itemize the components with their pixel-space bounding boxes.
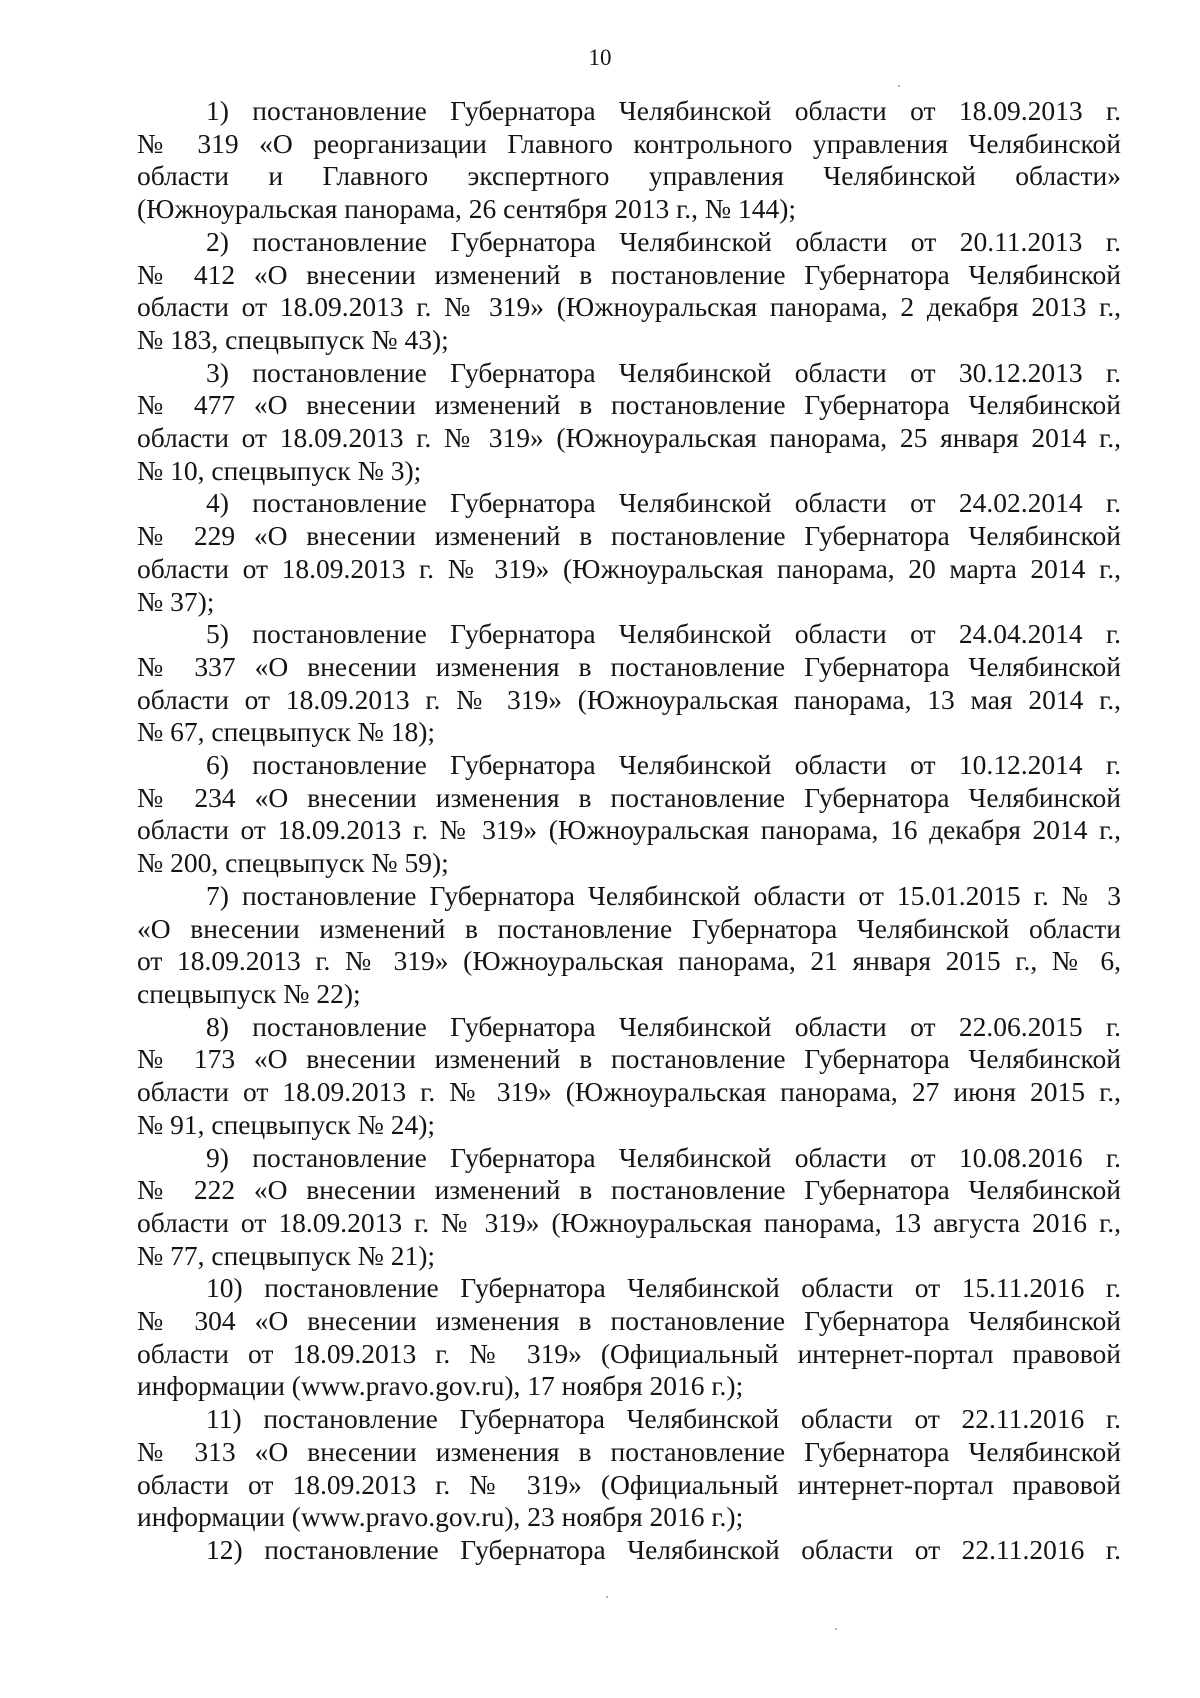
list-item-line: 5) постановление Губернатора Челябинской области от 24.04.2014 г. — [206, 618, 1121, 650]
list-item-line: от 18.09.2013 г. № 319» (Южноуральская панорама, 21 января 2015 г., № 6, — [137, 945, 1121, 977]
list-item-3 — [137, 357, 1121, 488]
scan-speck — [898, 85, 900, 87]
list-item-5 — [137, 618, 1121, 749]
list-item-line: области от 18.09.2013 г. № 319» (Официальный интернет-портал правовой — [137, 1337, 1121, 1369]
list-item-line: области от 18.09.2013 г. № 319» (Официальный интернет-портал правовой — [137, 1468, 1121, 1500]
list-item-line: 3) постановление Губернатора Челябинской области от 30.12.2013 г. — [206, 356, 1121, 388]
list-item-9 — [137, 1142, 1121, 1273]
list-item-line: № 200, спецвыпуск № 59); — [137, 847, 449, 879]
list-item-7 — [137, 880, 1121, 1011]
list-item-line: 8) постановление Губернатора Челябинской области от 22.06.2015 г. — [206, 1010, 1121, 1042]
list-item-line: области от 18.09.2013 г. № 319» (Южноуральская панорама, 13 августа 2016 г., — [137, 1206, 1121, 1238]
list-item-line: (Южноуральская панорама, 26 сентября 2013 г., № 144); — [137, 193, 797, 225]
list-item-line: 2) постановление Губернатора Челябинской области от 20.11.2013 г. — [206, 225, 1121, 257]
list-item-line: информации (www.pravo.gov.ru), 23 ноября 2016 г.); — [137, 1501, 744, 1533]
list-item-8 — [137, 1011, 1121, 1142]
list-item-line: области от 18.09.2013 г. № 319» (Южноуральская панорама, 13 мая 2014 г., — [137, 683, 1121, 715]
list-item-line: 11) постановление Губернатора Челябинской области от 22.11.2016 г. — [206, 1403, 1121, 1435]
list-item-line: области от 18.09.2013 г. № 319» (Южноуральская панорама, 20 марта 2014 г., — [137, 552, 1121, 584]
list-item-line: № 313 «О внесении изменения в постановление Губернатора Челябинской — [137, 1435, 1121, 1467]
list-item-line: № 91, спецвыпуск № 24); — [137, 1108, 435, 1140]
list-item-11 — [137, 1403, 1121, 1534]
list-item-line: области и Главного экспертного управления Челябинской области» — [137, 160, 1121, 192]
list-item-1 — [137, 95, 1121, 226]
list-item-line: № 229 «О внесении изменений в постановление Губернатора Челябинской — [137, 520, 1121, 552]
list-item-line: № 412 «О внесении изменений в постановление Губернатора Челябинской — [137, 258, 1121, 290]
list-item-2 — [137, 226, 1121, 357]
list-item-line: 6) постановление Губернатора Челябинской области от 10.12.2014 г. — [206, 749, 1121, 781]
list-item-line: 12) постановление Губернатора Челябинской области от 22.11.2016 г. — [206, 1533, 1121, 1565]
document-body — [137, 95, 1121, 1567]
scan-speck — [835, 1628, 837, 1630]
list-item-line: № 37); — [137, 585, 215, 617]
list-item-10 — [137, 1272, 1121, 1403]
list-item-line: № 304 «О внесении изменения в постановление Губернатора Челябинской — [137, 1305, 1121, 1337]
list-item-line: 9) постановление Губернатора Челябинской области от 10.08.2016 г. — [206, 1141, 1121, 1173]
list-item-line: 10) постановление Губернатора Челябинской области от 15.11.2016 г. — [206, 1272, 1121, 1304]
list-item-line: № 10, спецвыпуск № 3); — [137, 454, 422, 486]
list-item-line: области от 18.09.2013 г. № 319» (Южноуральская панорама, 25 января 2014 г., — [137, 422, 1121, 454]
list-item-line: № 183, спецвыпуск № 43); — [137, 323, 449, 355]
list-item-line: № 319 «О реорганизации Главного контрольного управления Челябинской — [137, 127, 1121, 159]
list-item-line: 4) постановление Губернатора Челябинской области от 24.02.2014 г. — [206, 487, 1121, 519]
list-item-line: информации (www.pravo.gov.ru), 17 ноября 2016 г.); — [137, 1370, 744, 1402]
list-item-line: области от 18.09.2013 г. № 319» (Южноуральская панорама, 2 декабря 2013 г., — [137, 291, 1121, 323]
list-item-4 — [137, 487, 1121, 618]
list-item-line: № 234 «О внесении изменения в постановление Губернатора Челябинской — [137, 781, 1121, 813]
list-item-6 — [137, 749, 1121, 880]
list-item-line: спецвыпуск № 22); — [137, 977, 361, 1009]
list-item-line: «О внесении изменений в постановление Губернатора Челябинской области — [137, 912, 1121, 944]
list-item-line: № 77, спецвыпуск № 21); — [137, 1239, 435, 1271]
scan-speck — [606, 1596, 608, 1598]
list-item-line: № 477 «О внесении изменений в постановление Губернатора Челябинской — [137, 389, 1121, 421]
list-item-12 — [137, 1534, 1121, 1567]
list-item-line: области от 18.09.2013 г. № 319» (Южноуральская панорама, 27 июня 2015 г., — [137, 1076, 1121, 1108]
list-item-line: 1) постановление Губернатора Челябинской области от 18.09.2013 г. — [206, 95, 1121, 126]
list-item-line: области от 18.09.2013 г. № 319» (Южноуральская панорама, 16 декабря 2014 г., — [137, 814, 1121, 846]
list-item-line: № 67, спецвыпуск № 18); — [137, 716, 435, 748]
list-item-line: № 173 «О внесении изменений в постановление Губернатора Челябинской — [137, 1043, 1121, 1075]
page-number: 10 — [588, 45, 612, 70]
list-item-line: № 222 «О внесении изменений в постановление Губернатора Челябинской — [137, 1174, 1121, 1206]
list-item-line: 7) постановление Губернатора Челябинской области от 15.01.2015 г. № 3 — [206, 879, 1121, 911]
list-item-line: № 337 «О внесении изменения в постановление Губернатора Челябинской — [137, 650, 1121, 682]
